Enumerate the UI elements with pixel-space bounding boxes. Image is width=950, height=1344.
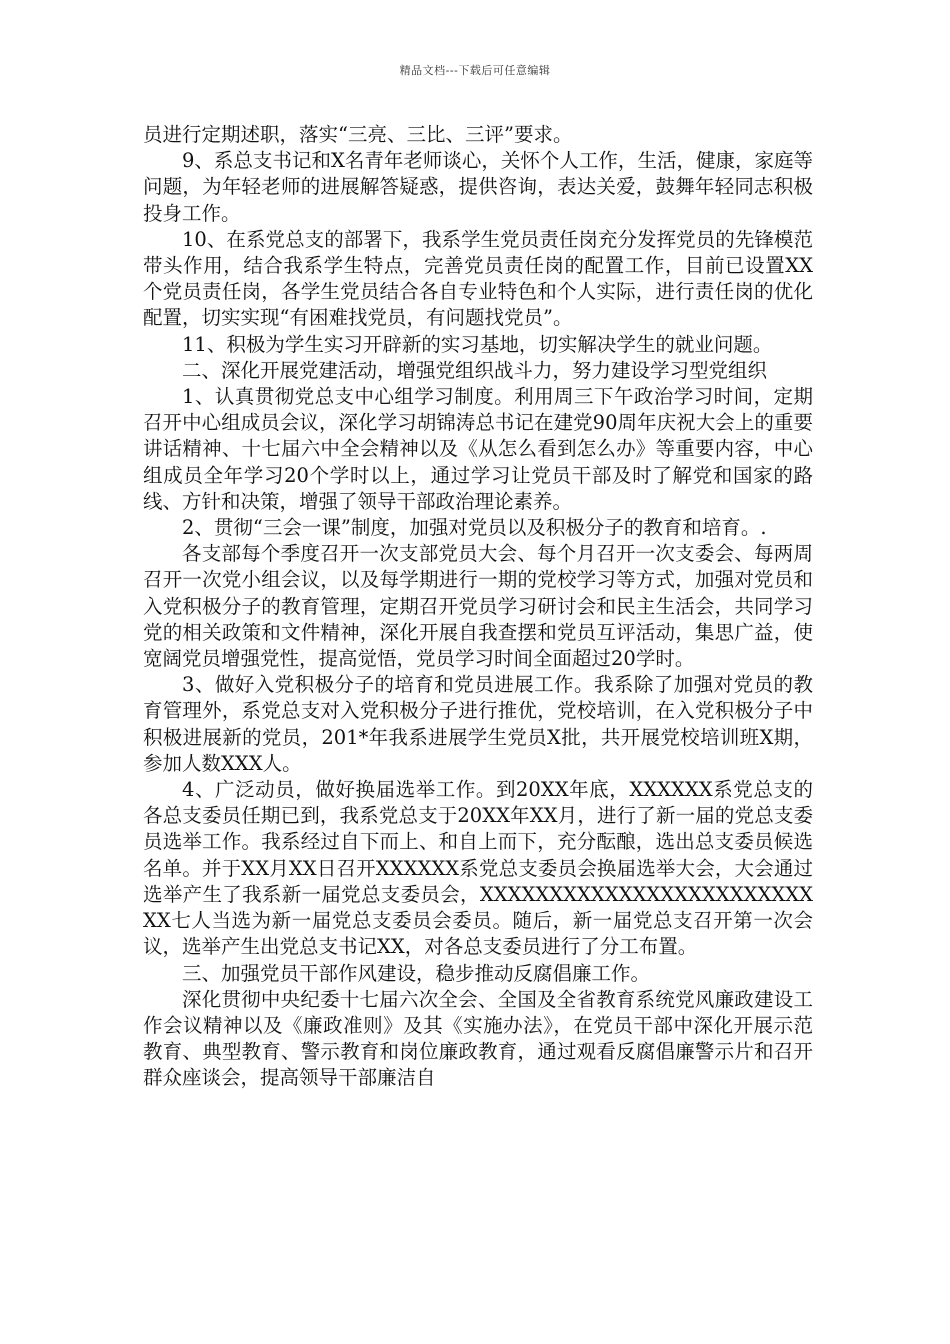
paragraph-item-11: 11、积极为学生实习开辟新的实习基地，切实解决学生的就业问题。 — [182, 332, 773, 356]
section-heading-2: 二、深化开展党建活动，增强党组织战斗力，努力建设学习型党组织 — [182, 358, 768, 382]
paragraph-election: 4、广泛动员，做好换届选举工作。到20XX年底，XXXXXX系党总支的各总支委员任期已到，我系党总支于20XX年XX月，进行了新一届的党总支委员选举工作。我系经过自下而上、和自上而下，充分酝酿，选出总支委员候选名单。并于XX月XX日召开XXXXXX系党总支委员会换届选举大会，大会通过选举产生了我系新一届党总支委员会，XXXXXXXXXXXXXXXXXXXXXXXXXX七人当选为新一届党总支委员会委员。随后，新一届党总支召开第一次会议，选举产生出党总支书记XX，对各总支委员进行了分工布置。 — [143, 778, 813, 959]
page-header: 精品文档---下载后可任意编辑 — [399, 64, 551, 77]
paragraph-continuation: 员进行定期述职，落实“三亮、三比、三评”要求。 — [143, 123, 573, 146]
paragraph-anti-corruption: 深化贯彻中央纪委十七届六次全会、全国及全省教育系统党风廉政建设工作会议精神以及《廉政准则》及其《实施办法》，在党员干部中深化开展示范教育、典型教育、警示教育和岗位廉政教育，通过观看反腐倡廉警示片和召开群众座谈会，提高领导干部廉洁自 — [143, 987, 813, 1090]
paragraph-branch-meetings: 各支部每个季度召开一次支部党员大会、每个月召开一次支委会、每两周召开一次党小组会议，以及每学期进行一期的党校学习等方式，加强对党员和入党积极分子的教育管理，定期召开党员学习研讨会和民主生活会，共同学习党的相关政策和文件精神，深化开展自我查摆和党员互评活动，集思广益，使宽阔党员增强党性，提高觉悟，党员学习时间全面超过20学时。 — [143, 542, 813, 671]
paragraph-three-meetings: 2、贯彻“三会一课”制度，加强对党员以及积极分子的教育和培育。. — [182, 516, 767, 540]
document-body — [143, 122, 813, 1092]
section-heading-3: 三、加强党员干部作风建设，稳步推动反腐倡廉工作。 — [182, 961, 651, 985]
paragraph-item-10: 10、在系党总支的部署下，我系学生党员责任岗充分发挥党员的先锋模范带头作用，结合我系学生特点，完善党员责任岗的配置工作，目前已设置XX个党员责任岗，各学生党员结合各自专业特色和个人实际，进行责任岗的优化配置，切实实现“有困难找党员，有问题找党员”。 — [143, 227, 813, 330]
paragraph-study-system: 1、认真贯彻党总支中心组学习制度。利用周三下午政治学习时间，定期召开中心组成员会议，深化学习胡锦涛总书记在建党90周年庆祝大会上的重要讲话精神、十七届六中全会精神以及《从怎么看到怎么办》等重要内容，中心组成员全年学习20个学时以上，通过学习让党员干部及时了解党和国家的路线、方针和决策，增强了领导干部政治理论素养。 — [143, 385, 813, 513]
paragraph-party-development: 3、做好入党积极分子的培育和党员进展工作。我系除了加强对党员的教育管理外，系党总支对入党积极分子进行推优，党校培训，在入党积极分子中积极进展新的党员，201*年我系进展学生党员X批，共开展党校培训班X期，参加人数XXX人。 — [143, 673, 813, 775]
paragraph-item-9: 9、系总支书记和X名青年老师谈心，关怀个人工作，生活，健康，家庭等问题，为年轻老师的进展解答疑惑，提供咨询，表达关爱，鼓舞年轻同志积极投身工作。 — [143, 149, 813, 225]
